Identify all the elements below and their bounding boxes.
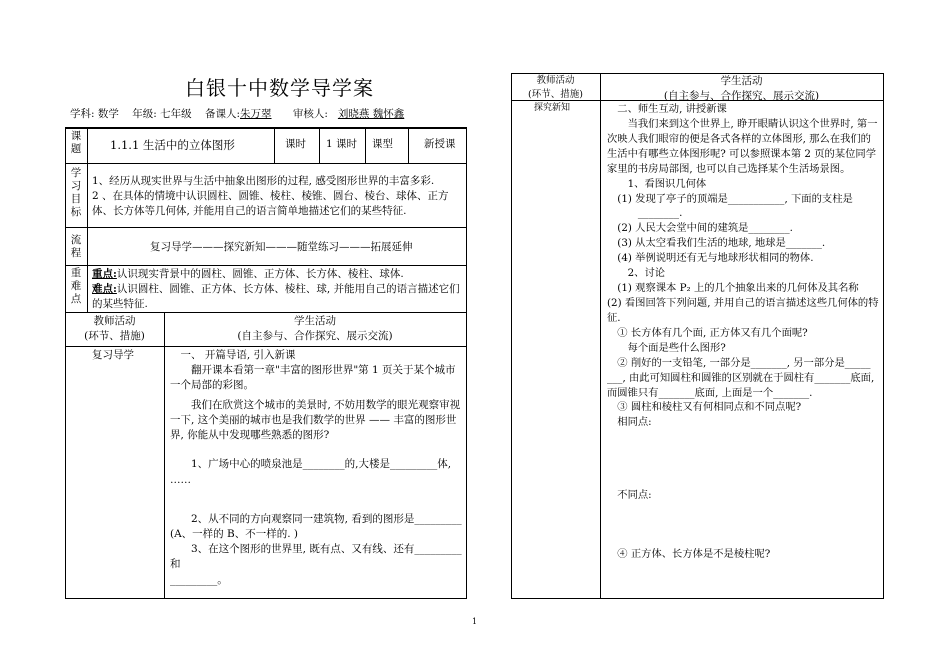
question-c2-cont: ___, 由此可知圆柱和圆锥的区别就在于圆柱有_______底面, 而圆锥只有_______底面, 上面是一个_______. — [607, 371, 875, 399]
teacher-activity-title: 教师活动 — [536, 75, 575, 86]
content-heading: 二、师生互动, 讲授新课 — [617, 103, 727, 115]
goals-text — [92, 174, 464, 220]
explore-content — [607, 102, 879, 562]
difficulty-label: 难点: — [92, 283, 117, 296]
question-c1: ① 长方体有几个面, 正方体又有几个面呢? — [617, 326, 808, 339]
key-points-label: 重难点 — [70, 267, 82, 306]
preparer: 朱万翠 — [240, 108, 272, 120]
diff-label: 不同点: — [617, 489, 652, 502]
subsection-1: 1、看图识几何体 — [627, 177, 707, 190]
question-c1-cont: 每个面是些什么图形? — [627, 341, 726, 354]
section-review: 复习导学 — [92, 349, 134, 361]
key-points-text — [92, 267, 464, 313]
content-para: 当我们来到这个世界上, 睁开眼睛认识这个世界时, 第一次映人我们眼帘的便是各式各样的立体图形, 那么在我们的生活中有哪些立体图形呢? 可以参照课本第 2 页的某位同学家里的书房局部图, 也可以自己选择某个生活场景图。 — [607, 117, 878, 175]
rule — [408, 127, 409, 163]
rule — [365, 127, 366, 163]
preparer-label: 备课人: — [204, 108, 241, 120]
topic-label: 课题 — [70, 130, 82, 156]
rule — [65, 128, 467, 129]
rule — [511, 73, 512, 598]
discussion-2: (2) 看图回答下列问题, 并用自己的语言描述这些几何体的特征. — [607, 296, 879, 324]
student-activity-header-right — [600, 74, 883, 104]
student-activity-sub: (自主参与、合作探究、展示交流) — [663, 90, 820, 103]
item-1-cont: ________. — [637, 207, 683, 220]
meta-line — [70, 107, 414, 122]
rule — [600, 73, 601, 598]
content-heading: 一、 开篇导语, 引入新课 — [180, 349, 296, 361]
goals-label: 学习目标 — [70, 167, 82, 219]
question-1-cont: …… — [170, 473, 191, 486]
subsection-2: 2、讨论 — [627, 267, 666, 280]
goal-1: 1、经历从现实世界与生活中抽象出图形的过程, 感受图形世界的丰富多彩. — [92, 175, 435, 187]
item-3: (3) 从太空看我们生活的地球, 地球是_______. — [617, 237, 826, 250]
review-content — [170, 348, 462, 588]
question-3: 3、在这个图形的世界里, 既有点、又有线、还有_________和 — [170, 543, 462, 571]
teacher-activity-title: 教师活动 — [93, 315, 136, 327]
content-para: 翻开课本看第一章"丰富的图形世界"第 1 页关于某个城市一个局部的彩图。 — [170, 364, 456, 392]
question-c4: ④ 正方体、长方体是不是棱柱呢? — [617, 548, 771, 561]
process-text: 复习导学———探究新知———随堂练习———拓展延伸 — [150, 241, 413, 253]
hours: 1 课时 — [326, 138, 358, 150]
question-c3: ③ 圆柱和棱柱又有何相同点和不同点呢? — [617, 401, 802, 414]
student-activity-title: 学生活动 — [294, 315, 336, 327]
reviewers: 刘晓燕 魏怀鑫 — [337, 108, 405, 120]
subject: 学科: 数学 — [70, 108, 119, 120]
discussion-1: (1) 观察课本 P₂ 上的几个抽象出来的几何体及其名称 — [617, 282, 859, 295]
item-1: (1) 发现了亭子的顶端是___________, 下面的支柱是 — [617, 192, 853, 205]
question-1: 1、广场中心的喷泉池是________的,大楼是_________体, — [191, 458, 452, 471]
rule — [65, 598, 467, 599]
topic: 1.1.1 生活中的立体图形 — [110, 138, 235, 152]
rule — [65, 227, 467, 228]
document-title: 白银十中数学导学案 — [185, 76, 374, 100]
rule — [65, 163, 467, 164]
question-3-cont: _________。 — [170, 573, 228, 586]
question-2-options: (A、一样的 B、不一样的. ) — [170, 527, 299, 540]
content-para: 我们在欣赏这个城市的美景时, 不妨用数学的眼光观察审视一下, 这个美丽的城市也是我们数学的世界 —— 丰富的图形世界, 你能从中发现哪些熟悉的图形? — [170, 398, 461, 442]
item-4: (4) 举例说明还有无与地球形状相同的物体. — [617, 252, 814, 265]
teacher-activity-sub: (环节、措施) — [84, 330, 145, 343]
rule — [65, 346, 467, 347]
rule — [65, 127, 66, 598]
rule — [65, 265, 467, 266]
rule — [87, 127, 88, 312]
student-activity-sub: (自主参与、合作探究、展示交流) — [237, 330, 393, 343]
key-label: 重点: — [92, 268, 117, 280]
goal-2: 2 、在具体的情境中认识圆柱、圆锥、棱柱、棱锥、圆台、棱台、球体、正方体、长方体等几何体, 并能用自己的语言简单地描述它们的某些特征. — [92, 190, 449, 218]
student-activity-header — [164, 314, 466, 344]
rule — [319, 127, 320, 163]
question-c2: ② 削好的一支铅笔, 一部分是_______, 另一部分是_____ — [617, 356, 871, 369]
rule — [274, 127, 275, 163]
teacher-activity-header — [65, 314, 164, 344]
type: 新授课 — [424, 138, 456, 150]
student-activity-title: 学生活动 — [720, 75, 763, 87]
section-explore: 探究新知 — [534, 103, 571, 113]
reviewer-label: 审核人: — [292, 108, 328, 120]
process-label: 流程 — [70, 234, 82, 260]
question-2: 2、从不同的方向观察同一建筑物, 看到的图形是_________ — [191, 512, 462, 525]
teacher-activity-header-right — [511, 74, 600, 102]
rule — [883, 73, 884, 598]
same-label: 相同点: — [617, 416, 652, 429]
rule — [466, 127, 467, 598]
grade: 年级: 七年级 — [132, 108, 192, 120]
rule — [511, 598, 884, 599]
rule — [164, 312, 165, 598]
page-number: 1 — [472, 617, 478, 626]
type-label: 课型 — [372, 138, 393, 150]
teacher-activity-sub: (环节、措施) — [528, 88, 583, 100]
item-2: (2) 人民大会堂中间的建筑是________. — [617, 222, 793, 235]
difficulty: 认识圆柱、圆锥、正方体、长方体、棱柱、球, 并能用自己的语言描述它们的某些特征. — [92, 283, 460, 311]
key-point: 认识现实背景中的圆柱、圆锥、正方体、长方体、棱柱、球体. — [116, 268, 404, 280]
hours-label: 课时 — [285, 138, 306, 150]
